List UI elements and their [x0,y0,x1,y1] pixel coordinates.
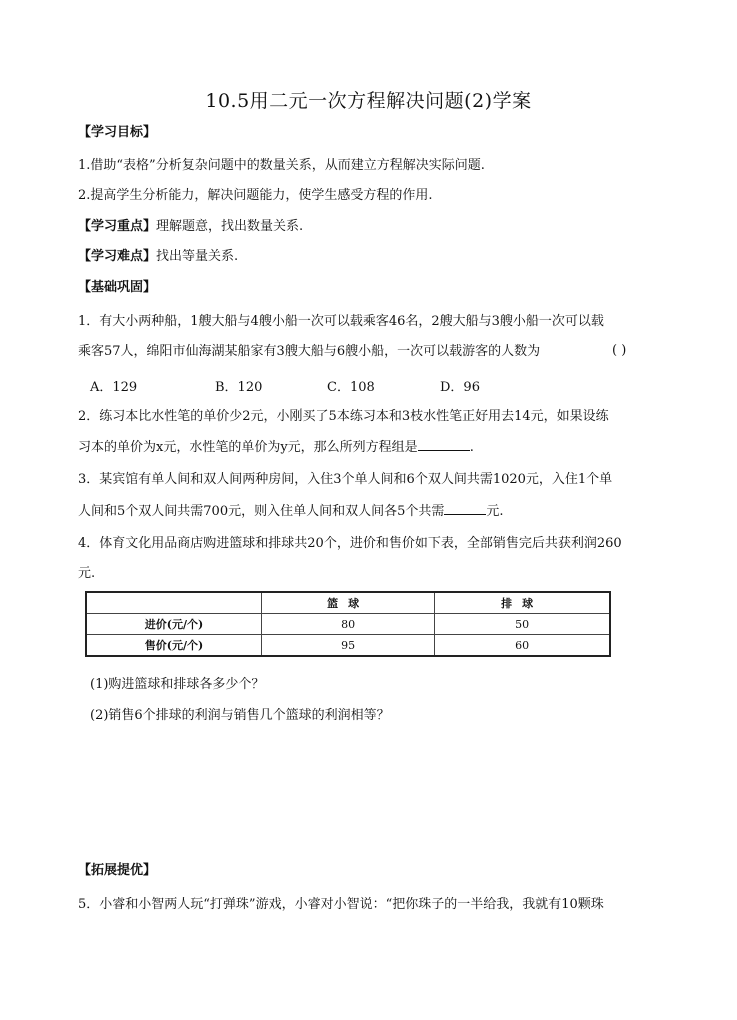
difficulty-point [78,248,238,266]
q1-option-c: C．108 [327,380,375,395]
price-table-corner [86,592,262,614]
price-table-cell: 50 [435,614,610,635]
q4-subquestion-2: (2)销售6个排球的利润与销售几个篮球的利润相等？ [90,708,390,723]
learning-goal-1: 1.借助“表格”分析复杂问题中的数量关系，从而建立方程解决实际问题. [78,158,485,173]
difficulty-heading: 【学习难点】 [78,249,157,264]
difficulty-text: 找出等量关系. [156,249,239,264]
q1-option-a: A．129 [90,380,138,395]
q3-line-1: 3．某宾馆有单人间和双人间两种房间，入住3个单人间和6个双人间共需1020元，入住1个单 [78,472,613,487]
q1-line-1: 1．有大小两种船，1艘大船与4艘小船一次可以载乘客46名，2艘大船与3艘小船一次可以载 [78,314,604,329]
page-title: 10.5用二元一次方程解决问题(2)学案 [205,90,532,112]
q2-line-2-text: 习本的单价为x元，水性笔的单价为y元，那么所列方程组是 [78,440,418,455]
q3-line-2 [78,502,504,521]
price-table-header-volleyball: 排球 [435,592,610,614]
q1-option-b: B．120 [215,380,263,395]
price-table-cell: 60 [435,635,610,657]
price-table-row [86,614,610,635]
price-table-row [86,635,610,657]
key-point-heading: 【学习重点】 [78,219,157,234]
q2-answer-blank[interactable] [418,438,470,451]
learning-goal-2: 2.提高学生分析能力，解决问题能力，使学生感受方程的作用. [78,188,433,203]
price-table-row-label: 进价(元/个) [86,614,262,635]
q2-line-2 [78,438,474,457]
q5-line-1: 5．小睿和小智两人玩“打弹珠”游戏，小睿对小智说：“把你珠子的一半给我，我就有10颗珠 [78,897,604,912]
price-table-cell: 80 [262,614,435,635]
q3-answer-blank[interactable] [444,502,486,515]
q3-line-2-end: 元. [486,504,504,519]
price-table-row-label: 售价(元/个) [86,635,262,657]
learning-goals-heading: 【学习目标】 [78,125,157,140]
q4-subquestion-1: (1)购进篮球和排球各多少个？ [90,677,265,692]
key-point-text: 理解题意，找出数量关系. [156,219,304,234]
price-table-cell: 95 [262,635,435,657]
q3-line-2-text: 人间和5个双人间共需700元，则入住单人间和双人间各5个共需 [78,504,445,519]
key-point [78,218,303,236]
price-table-header-basketball: 篮球 [262,592,435,614]
q2-line-2-end: . [469,440,474,455]
q4-line-1: 4．体育文化用品商店购进篮球和排球共20个，进价和售价如下表，全部销售完后共获利润260 [78,536,622,551]
basic-practice-heading: 【基础巩固】 [78,280,157,295]
price-table-header-row [86,592,610,614]
q4-line-2: 元. [78,566,96,581]
q1-answer-paren: ( ) [612,343,627,358]
q2-line-1: 2．练习本比水性笔的单价少2元，小刚买了5本练习本和3枝水性笔正好用去14元，如果设练 [78,409,609,424]
q1-option-d: D．96 [440,380,480,395]
extension-heading: 【拓展提优】 [78,863,157,878]
q1-line-2: 乘客57人，绵阳市仙海湖某船家有3艘大船与6艘小船，一次可以载游客的人数为 [78,344,541,359]
price-table [85,591,611,657]
